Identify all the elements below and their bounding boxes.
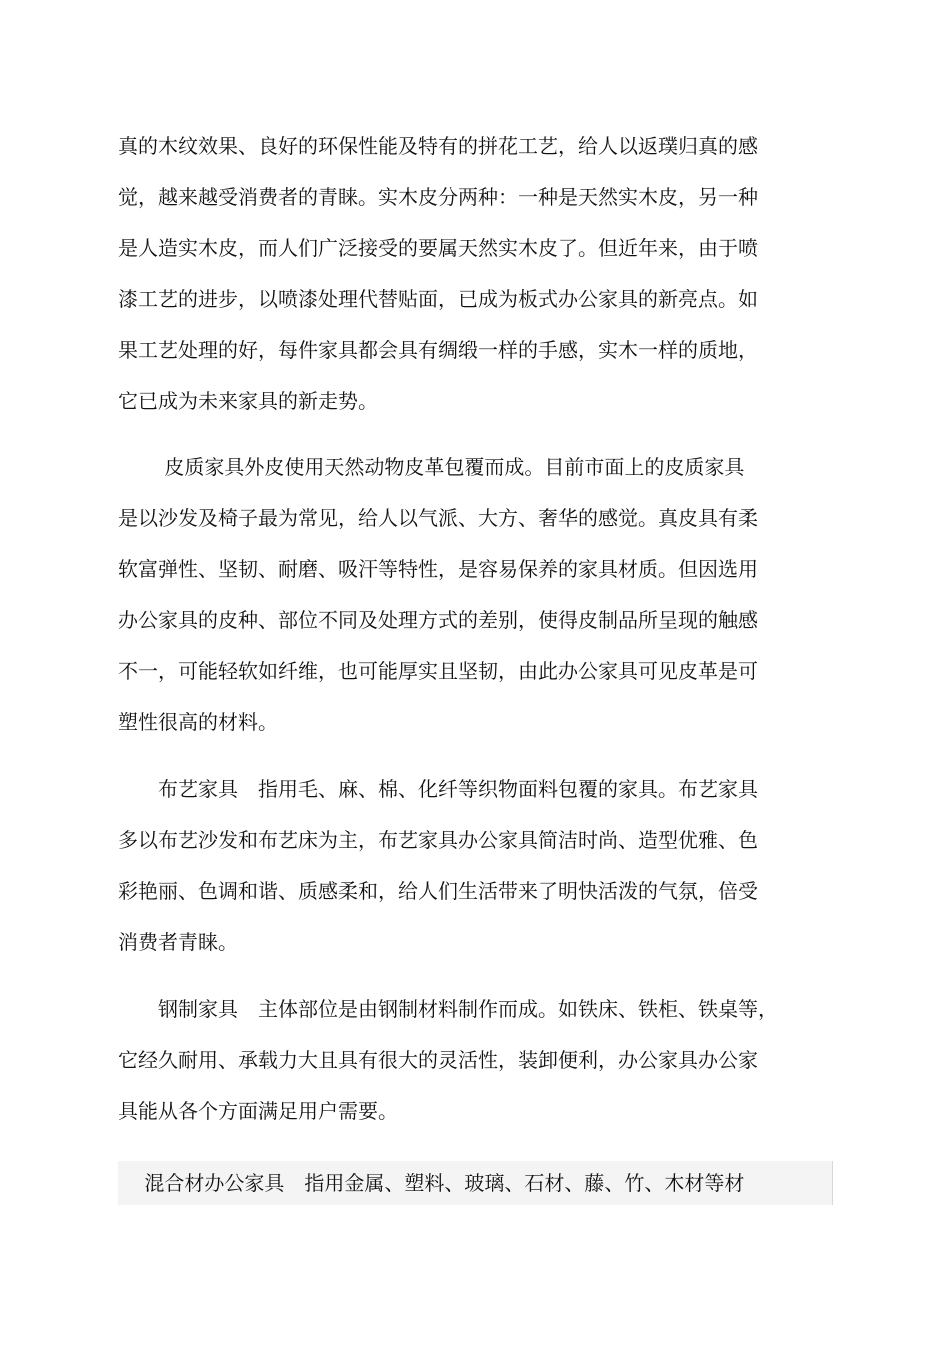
paragraph-mixed-material-furniture	[118, 1161, 833, 1205]
text-line: 是人造实木皮，而人们广泛接受的要属天然实木皮了。但近年来，由于喷	[118, 236, 758, 260]
paragraph-leather-furniture	[118, 442, 808, 748]
paragraph-fabric-furniture	[118, 764, 808, 968]
text-line: 觉，越来越受消费者的青睐。实木皮分两种：一种是天然实木皮，另一种	[118, 185, 758, 209]
text-line: 钢制家具 主体部位是由钢制材料制作而成。如铁床、铁柜、铁桌等，	[118, 997, 778, 1021]
text-line: 是以沙发及椅子最为常见，给人以气派、大方、奢华的感觉。真皮具有柔	[118, 506, 758, 530]
text-line: 塑性很高的材料。	[118, 710, 278, 734]
paragraph-wood-veneer	[118, 121, 808, 427]
text-line: 真的木纹效果、良好的环保性能及特有的拼花工艺，给人以返璞归真的感	[118, 134, 758, 158]
paragraph-steel-furniture	[118, 984, 808, 1137]
text-line: 消费者青睐。	[118, 930, 238, 954]
text-line: 多以布艺沙发和布艺床为主，布艺家具办公家具简洁时尚、造型优雅、色	[118, 828, 758, 852]
text-line: 混合材办公家具 指用金属、塑料、玻璃、石材、藤、竹、木材等材	[118, 1171, 745, 1195]
text-line: 它已成为未来家具的新走势。	[118, 389, 378, 413]
text-line: 皮质家具外皮使用天然动物皮革包覆而成。目前市面上的皮质家具	[118, 455, 745, 479]
text-line: 它经久耐用、承载力大且具有很大的灵活性，装卸便利，办公家具办公家	[118, 1048, 758, 1072]
text-line: 果工艺处理的好，每件家具都会具有绸缎一样的手感，实木一样的质地，	[118, 338, 758, 362]
text-line: 不一，可能轻软如纤维，也可能厚实且坚韧，由此办公家具可见皮革是可	[118, 659, 758, 683]
text-line: 彩艳丽、色调和谐、质感柔和，给人们生活带来了明快活泼的气氛，倍受	[118, 879, 758, 903]
text-line: 具能从各个方面满足用户需要。	[118, 1099, 398, 1123]
text-line: 漆工艺的进步，以喷漆处理代替贴面，已成为板式办公家具的新亮点。如	[118, 287, 758, 311]
text-line: 办公家具的皮种、部位不同及处理方式的差别，使得皮制品所呈现的触感	[118, 608, 758, 632]
text-line: 布艺家具 指用毛、麻、棉、化纤等织物面料包覆的家具。布艺家具	[118, 777, 758, 801]
text-line: 软富弹性、坚韧、耐磨、吸汗等特性，是容易保养的家具材质。但因选用	[118, 557, 758, 581]
